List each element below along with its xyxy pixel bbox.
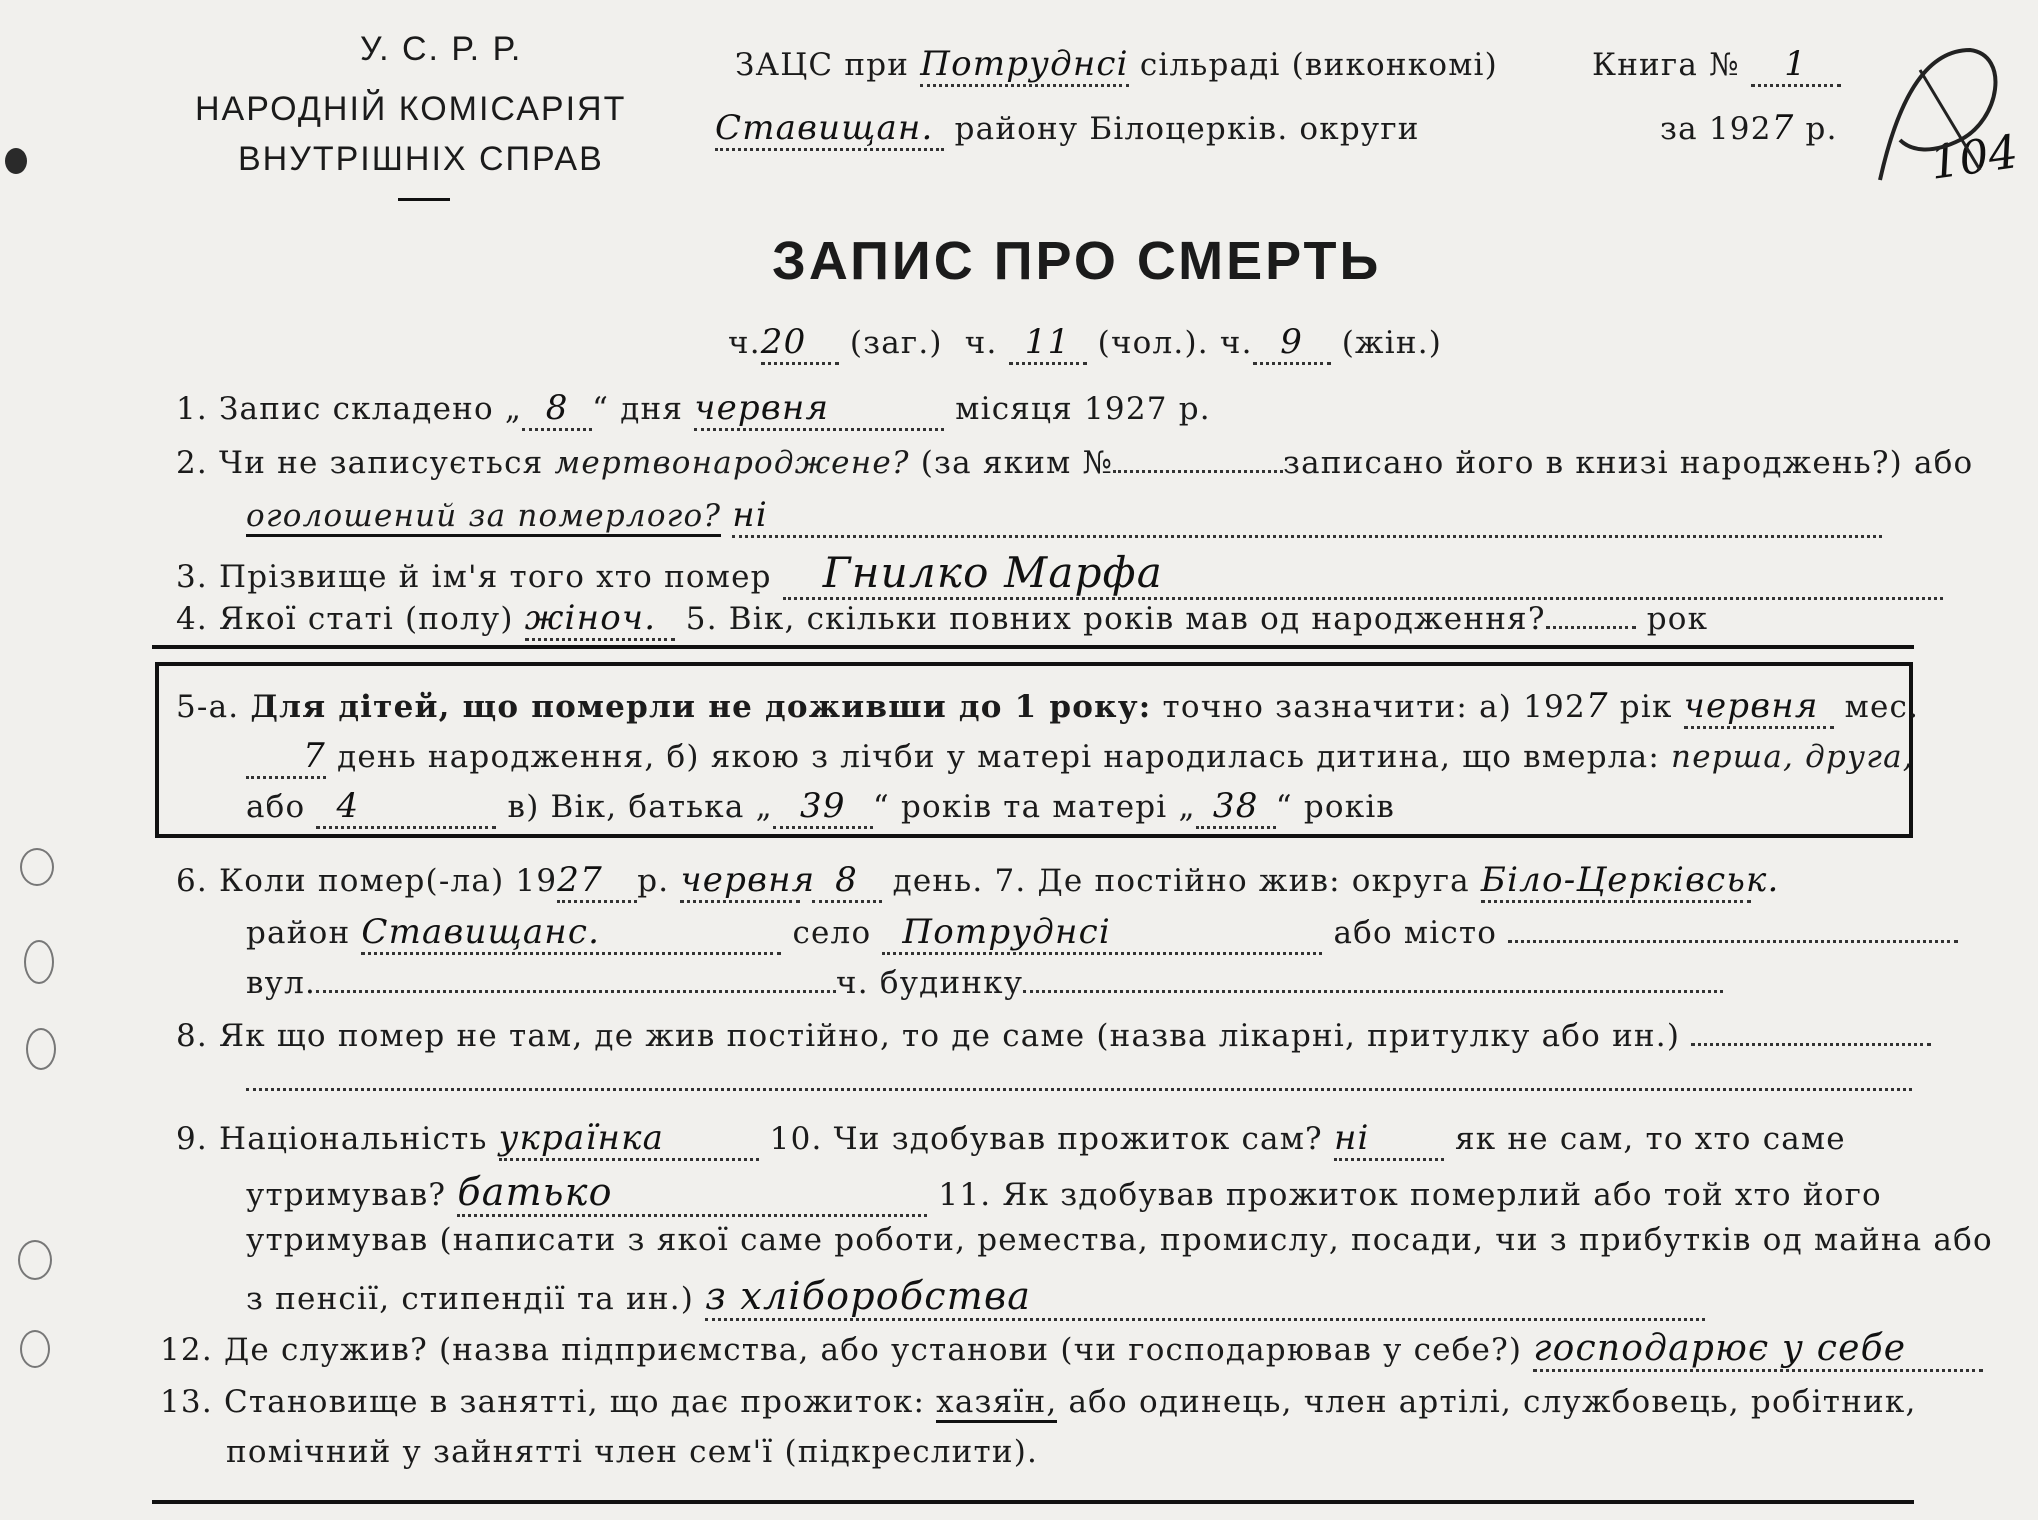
zags-suffix: сільраді (виконкомі) — [1139, 47, 1498, 83]
field-5a-row-2 — [246, 736, 1914, 779]
field-8-line — [1691, 1043, 1931, 1046]
field-2-row-b — [246, 495, 1882, 538]
field-4-label: 4. Якої статі (полу) — [176, 601, 514, 637]
field-5-label: 5. Вік, скільки повних років мав од народження? — [685, 601, 1546, 637]
field-13-label: 13. Становище в занятті, що дає прожиток: — [160, 1384, 926, 1420]
field-5a-a: точно зазначити: а) 192 — [1162, 689, 1586, 725]
binding-ring-icon — [24, 940, 54, 984]
field-5a-v: в) Вік, батька „ — [507, 789, 773, 825]
field-13-row-b: помічний у зайнятті член сем'ї (підкреслити). — [226, 1434, 1039, 1470]
year-label: за 192 — [1660, 111, 1772, 147]
field-5a-father: 39 — [773, 786, 873, 829]
field-5a-mother: 38 — [1196, 786, 1276, 829]
field-7-misto-label: або місто — [1333, 915, 1498, 951]
field-1-mid: “ дня — [592, 391, 684, 427]
field-13-rest: або одинець, член артілі, службовець, робітник, — [1068, 1384, 1917, 1420]
field-7-rayon-label: район — [246, 915, 351, 951]
year-line — [1660, 108, 1838, 148]
field-6-year: 27 — [557, 860, 637, 903]
field-5a-day: 7 — [246, 736, 326, 779]
field-3-row — [176, 548, 1943, 600]
field-1-month: червня — [694, 388, 944, 431]
field-2-suffix: записано його в книзі народжень?) або — [1283, 445, 1974, 481]
field-5a-row-1 — [176, 686, 1919, 729]
count-total-value: 20 — [761, 322, 839, 365]
binding-hole-icon — [5, 148, 27, 174]
field-6-label: 6. Коли помер(-ла) 19 — [176, 863, 558, 899]
field-10-line2: утримував? — [246, 1177, 447, 1213]
field-12-label: 12. Де служив? (назва підприємства, або установи (чи господарював у себе?) — [160, 1332, 1523, 1368]
field-6-row — [176, 860, 1780, 903]
district-value: Ставищан. — [715, 108, 944, 151]
book-line — [1592, 44, 1841, 87]
field-9-label: 9. Національність — [176, 1121, 488, 1157]
field-5a-mid: “ років та матері „ — [872, 789, 1196, 825]
field-7-label: 7. Де постійно жив: округа — [994, 863, 1470, 899]
year-suffix: р. — [1805, 111, 1838, 147]
field-1-row — [176, 388, 1211, 431]
field-4-value: жіноч. — [525, 598, 675, 641]
field-10-suffix: як не сам, то хто саме — [1455, 1121, 1846, 1157]
field-5a-end: “ років — [1275, 789, 1396, 825]
field-5-line — [1546, 626, 1636, 629]
field-11-row-b: утримував (написати з якої саме роботи, ремества, промислу, посади, чи з прибутків од майна або — [246, 1222, 1993, 1258]
page-title: ЗАПИС ПРО СМЕРТЬ — [772, 231, 1382, 291]
field-5a-month: червня — [1684, 686, 1834, 729]
field-2-declared: оголошений за померлого? — [246, 498, 721, 537]
count-female-value: 9 — [1253, 322, 1331, 365]
margin-number: 104 — [1926, 124, 2022, 190]
count-total-label: (заг.) — [849, 325, 943, 361]
field-5a-row-3 — [246, 786, 1395, 829]
field-7-selo: Потруднсі — [882, 912, 1322, 955]
field-3-value: Гнилко Марфа — [783, 548, 1943, 600]
field-11-value: з хліборобства — [705, 1274, 1705, 1321]
field-2-mid: (за яким № — [920, 445, 1113, 481]
zags-village-value: Потруднсі — [920, 44, 1129, 87]
field-5a-order: 4 — [316, 786, 496, 829]
field-2-value: ні — [732, 495, 1882, 538]
field-6-month: червня — [680, 860, 800, 903]
commissariat-line-2: ВНУТРІШНІХ СПРАВ — [238, 140, 604, 178]
field-12-row — [160, 1328, 1983, 1372]
field-5a-number: 5-а. — [176, 689, 240, 725]
field-12-value: господарює у себе — [1533, 1328, 1983, 1372]
field-5a-abo: або — [246, 789, 306, 825]
field-5a-rik: рік — [1619, 689, 1673, 725]
field-11-label: 11. Як здобував прожиток померлий або той хто його — [938, 1177, 1882, 1213]
margin-scribble-icon — [1860, 30, 2020, 200]
field-11-line3: з пенсії, стипендії та ин.) — [246, 1281, 695, 1317]
field-1-suffix: місяця 1927 р. — [955, 391, 1211, 427]
field-13-owner: хазяїн, — [936, 1384, 1057, 1423]
field-5a-b: день народження, б) якою з лічби у матері народилась дитина, що вмерла: — [337, 739, 1660, 775]
field-8-line-2 — [246, 1088, 1912, 1091]
count-male-label: (чол.). — [1097, 325, 1209, 361]
binding-ring-icon — [20, 1330, 50, 1368]
field-5a-heading: Для дітей, що померли не доживши до 1 року: — [250, 689, 1152, 725]
book-value: 1 — [1751, 44, 1841, 87]
field-10-value: ні — [1334, 1118, 1444, 1161]
field-7-row-b — [246, 912, 1958, 955]
field-2-number-line — [1113, 470, 1283, 473]
field-10-label: 10. Чи здобував прожиток сам? — [769, 1121, 1323, 1157]
year-value: 7 — [1771, 108, 1795, 148]
field-7-budynku-label: ч. будинку — [836, 965, 1024, 1001]
field-9-row — [176, 1118, 1846, 1161]
field-1-label: 1. Запис складено „ — [176, 391, 523, 427]
count-prefix-female: ч. — [1219, 325, 1253, 361]
binding-ring-icon — [18, 1240, 52, 1280]
field-5-suffix: рок — [1646, 601, 1709, 637]
count-prefix-male: ч. — [964, 325, 998, 361]
ussr-label: У. С. Р. Р. — [360, 30, 523, 68]
field-6-day-label: день. — [892, 863, 984, 899]
field-5a-year: 7 — [1585, 686, 1609, 726]
field-7-okruga: Біло-Церківськ. — [1481, 860, 1751, 903]
section-rule-bottom — [152, 1500, 1914, 1504]
book-label: Книга № — [1592, 47, 1740, 83]
field-2-row — [176, 445, 1973, 481]
field-9-value: українка — [499, 1118, 759, 1161]
field-7-misto-line — [1508, 940, 1958, 943]
field-4-row — [176, 598, 1708, 641]
field-13-row — [160, 1384, 1917, 1420]
district-suffix: району Білоцерків. округи — [954, 111, 1420, 147]
binding-ring-icon — [26, 1028, 56, 1070]
count-male-value: 11 — [1009, 322, 1087, 365]
field-7-vul-line — [316, 990, 836, 993]
field-1-day: 8 — [522, 388, 592, 431]
field-8-row — [176, 1018, 1931, 1054]
field-8-label: 8. Як що помер не там, де жив постійно, то де саме (назва лікарні, притулку або ин.) — [176, 1018, 1681, 1054]
counts-line — [728, 322, 1442, 365]
field-5a-mes: мес. — [1844, 689, 1920, 725]
field-11-row-c — [246, 1274, 1705, 1321]
count-prefix-total: ч. — [728, 325, 761, 361]
field-3-label: 3. Прізвище й ім'я того хто помер — [176, 559, 772, 595]
field-10-row-b — [246, 1170, 1882, 1217]
commissariat-line-1: НАРОДНІЙ КОМІСАРІЯТ — [195, 90, 627, 128]
field-2-label: 2. Чи не записується — [176, 445, 544, 481]
field-2-stillborn: мертвонароджене? — [554, 445, 910, 481]
field-7-rayon: Ставищанс. — [361, 912, 781, 955]
district-line — [715, 108, 1420, 148]
header-divider — [398, 198, 450, 201]
field-10-keeper: батько — [457, 1170, 927, 1217]
zags-line — [735, 44, 1498, 84]
field-6-day: 8 — [812, 860, 882, 903]
field-6-r: р. — [637, 863, 670, 899]
field-7-vul-label: вул. — [246, 965, 317, 1001]
field-7-selo-label: село — [792, 915, 872, 951]
count-female-label: (жін.) — [1341, 325, 1443, 361]
binding-ring-icon — [20, 848, 54, 886]
field-7-row-c — [246, 965, 1723, 1001]
field-7-budynku-line — [1023, 990, 1723, 993]
zags-prefix: ЗАЦС при — [735, 47, 910, 83]
field-5a-first: перша, друга, — [1671, 739, 1914, 775]
section-rule-top — [152, 645, 1914, 649]
